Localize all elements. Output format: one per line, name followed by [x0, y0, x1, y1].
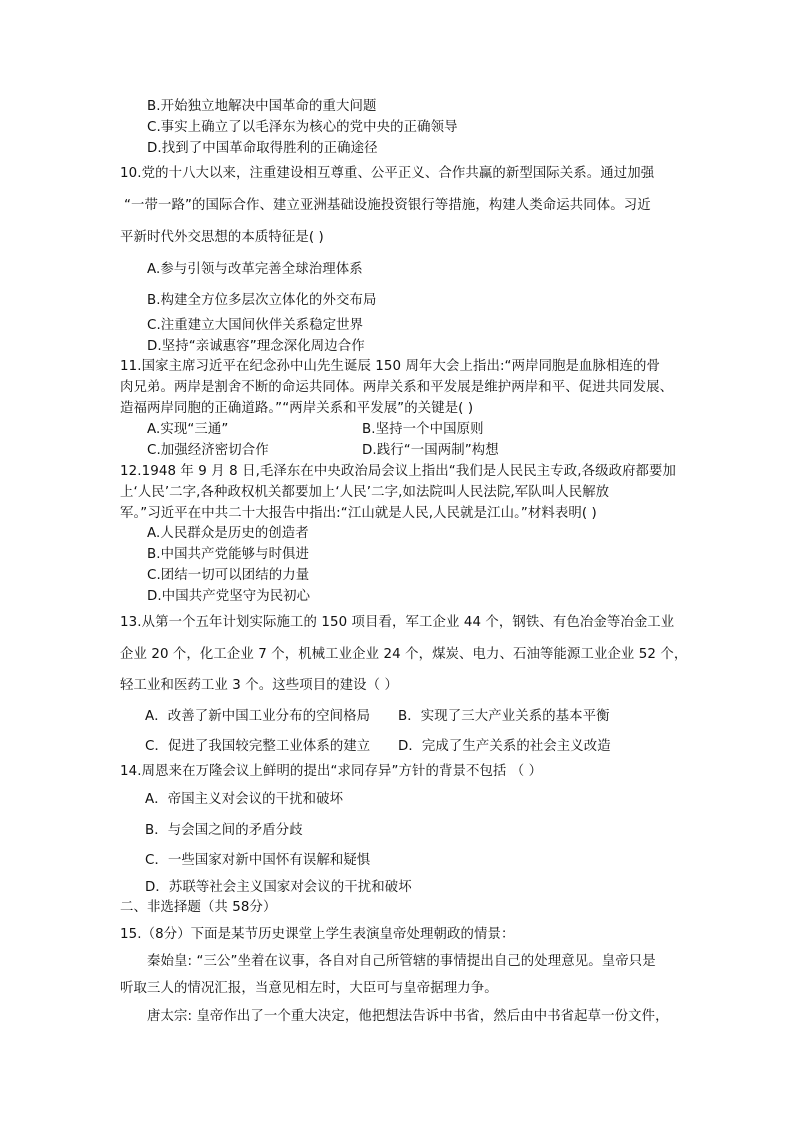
q13-stem-line-2: 企业 20 个，化工企业 7 个，机械工业企业 24 个，煤炭、电力、石油等能源工业企业 52 个， — [120, 647, 688, 662]
q14-option-d: D．苏联等社会主义国家对会议的干扰和破坏 — [145, 880, 412, 895]
q13-option-a: A．改善了新中国工业分布的空间格局 — [145, 709, 371, 724]
q10-stem-line-3: 平新时代外交思想的本质特征是( ) — [120, 230, 324, 245]
q11-option-a: A.实现“三通” — [147, 422, 229, 437]
q14-option-b: B．与会国之间的矛盾分歧 — [145, 823, 303, 838]
section-heading: 二、非选择题（共 58分） — [120, 900, 277, 915]
q13-option-b: B．实现了三大产业关系的基本平衡 — [398, 709, 610, 724]
q14-option-c: C．一些国家对新中国怀有误解和疑惧 — [145, 853, 371, 868]
q11-option-c: C.加强经济密切合作 — [147, 443, 269, 458]
q11-option-b: B.坚持一个中国原则 — [362, 422, 484, 437]
q13-stem-line-3: 轻工业和医药工业 3 个。这些项目的建设（ ） — [120, 678, 399, 693]
q12-option-a: A.人民群众是历史的创造者 — [147, 526, 309, 541]
q9-option-c: C.事实上确立了以毛泽东为核心的党中央的正确领导 — [147, 120, 458, 135]
q10-option-c: C.注重建立大国间伙伴关系稳定世界 — [147, 318, 364, 333]
q9-option-b: B.开始独立地解决中国革命的重大问题 — [147, 99, 377, 114]
q11-stem-line-2: 肉兄弟。两岸是割舍不断的命运共同体。两岸关系和平发展是维护两岸和平、促进共同发展、 — [120, 380, 674, 395]
q9-option-d: D.找到了中国革命取得胜利的正确途径 — [147, 141, 378, 156]
q10-option-d: D.坚持“亲诚惠容”理念深化周边合作 — [147, 339, 365, 354]
q12-stem-line-1: 12.1948 年 9 月 8 日,毛泽东在中央政治局会议上指出“我们是人民民主专政,各级政府都要加 — [120, 464, 677, 479]
q14-stem: 14.周恩来在万隆会议上鲜明的提出“求同存异”方针的背景不包括 （ ） — [120, 764, 543, 779]
q15-stem: 15.（8分）下面是某节历史课堂上学生表演皇帝处理朝政的情景： — [120, 927, 515, 942]
q15-tang-line-1: 唐太宗: 皇帝作出了一个重大决定，他把想法告诉中书省，然后由中书省起草一份文件， — [147, 1009, 669, 1024]
q14-option-a: A．帝国主义对会议的干扰和破坏 — [145, 792, 344, 807]
q11-option-d: D.践行“一国两制”构想 — [362, 443, 499, 458]
q11-stem-line-1: 11.国家主席习近平在纪念孙中山先生诞辰 150 周年大会上指出:“两岸同胞是血脉相连的骨 — [120, 359, 660, 374]
q13-stem-line-1: 13.从第一个五年计划实际施工的 150 项目看，军工企业 44 个，钢铁、有色冶金等冶金工业 — [120, 615, 675, 630]
q10-stem-line-2: “一带一路”的国际合作、建立亚洲基础设施投资银行等措施，构建人类命运共同体。习近 — [124, 198, 651, 213]
q12-option-d: D.中国共产党坚守为民初心 — [147, 589, 311, 604]
q11-stem-line-3: 造福两岸同胞的正确道路。”“两岸关系和平发展”的关键是( ) — [120, 401, 474, 416]
q13-option-d: D．完成了生产关系的社会主义改造 — [398, 739, 611, 754]
q12-option-c: C.团结一切可以团结的力量 — [147, 568, 310, 583]
q12-option-b: B.中国共产党能够与时俱进 — [147, 547, 310, 562]
q15-qin-line-1: 秦始皇: “三公”坐着在议事，各自对自己所管辖的事情提出自己的处理意见。皇帝只是 — [147, 954, 656, 969]
q13-option-c: C．促进了我国较完整工业体系的建立 — [145, 739, 371, 754]
q10-option-b: B.构建全方位多层次立体化的外交布局 — [147, 293, 377, 308]
q10-stem-line-1: 10.党的十八大以来，注重建设相互尊重、公平正义、合作共赢的新型国际关系。通过加强 — [120, 166, 655, 181]
q12-stem-line-3: 军。”习近平在中共二十大报告中指出:“江山就是人民,人民就是江山。”材料表明( ) — [120, 506, 597, 521]
q15-qin-line-2: 听取三人的情况汇报，当意见相左时，大臣可与皇帝据理力争。 — [120, 981, 498, 996]
q12-stem-line-2: 上‘人民’二字,各种政权机关都要加上‘人民’二字,如法院叫人民法院,军队叫人民解放 — [120, 485, 610, 500]
q10-option-a: A.参与引领与改革完善全球治理体系 — [147, 262, 363, 277]
